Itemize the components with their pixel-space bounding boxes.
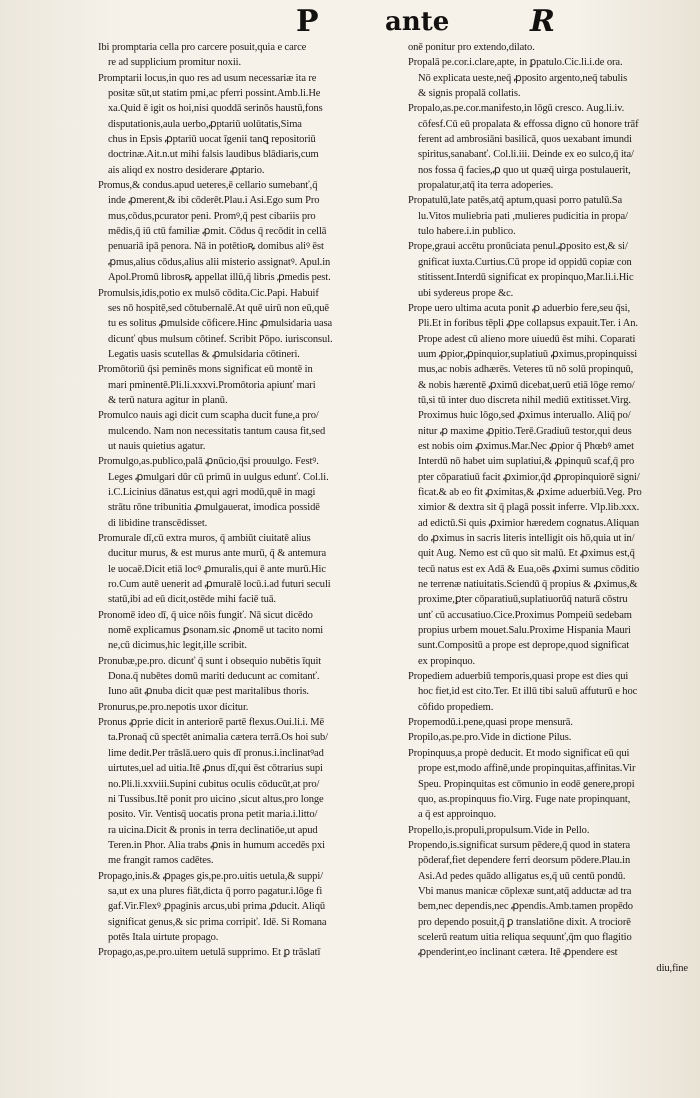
text-line: ais aliqd ex nostro desiderare ꝓptario. (108, 164, 265, 176)
text-line: prope est,modo affinē,unde propinquitas,affinitas.Vir (418, 763, 636, 775)
text-line: Leges ꝓmulgari dūr cū primū in uulgus edunť. Col.li. (108, 471, 329, 483)
text-line: onē ponitur pro extendo,dilato. (408, 42, 535, 53)
text-line: ro.Cum autē uenerit ad ꝓmuralē locū.i.ad futuri seculi (108, 579, 331, 591)
text-line: nomē explicamus ꝑsonam.sic ꝓnomē ut tacito nomi (108, 625, 324, 637)
text-line: ubi sydereus prope &c. (418, 287, 514, 299)
text-line: Propemodū.i.pene,quasi prope mensurā. (408, 717, 573, 729)
text-line: mēdis,q̄ iū ctū familiæ ꝓmit. Cōdus q̄ recōdit in cellā (108, 226, 327, 238)
text-line: Propendo,is.significat sursum pēdere,q̄ quod in statera (408, 839, 631, 851)
text-line: gnificat iuxta.Curtius.Cū prope id oppidū copiæ con (418, 256, 632, 268)
text-line: diu,fine (656, 962, 688, 974)
text-line: unť cū accusatiuo.Cice.Proximus Pompeiū sedebam (418, 609, 632, 621)
text-line: Promulgo,as.publico,palā ꝓnūcio,q̄si prouulgo. Festꝰ. (98, 456, 319, 468)
text-line: stitissent.Interdū significat ex propinquo,Mar.li.i.Hic (418, 272, 634, 284)
text-line: Teren.in Phor. Alia trabs ꝓnis in humum accedēs pxi (108, 839, 325, 851)
text-line: ducitur murus, & est murus ante murū, q̄ & antemura (108, 548, 327, 560)
text-line: est nobis oim ꝓximus.Mar.Nec ꝓpior q̄ Phœbꝰ amet (418, 440, 634, 452)
text-line: uirtutes,uel ad uitia.Itē ꝓnus dī,qui ēst cōtrarius supi (108, 763, 323, 775)
text-line: propalatur,atq̄ ita terra adoperies. (418, 180, 554, 192)
text-line: sa,ut ex una plures fiāt,dicta q̄ porro pagatur.i.lōge fi (108, 885, 323, 897)
text-line: ni Tussibus.Itē ponit pro uicino ,sicut altus,pro longe (108, 793, 324, 805)
text-line: lime dedit.Per trāslā.uero quis dī pronus.i.inclinatꝰad (108, 747, 324, 759)
text-line: ꝓmus,alius cōdus,alius alii misterio assignatꝰ. Apul.in (108, 256, 331, 268)
text-line: & nobis hærentē ꝓximū dicebat,uerū etiā lōge remo/ (418, 379, 635, 391)
text-line: chus in Epsis ꝓptariū uocat īgenii tanꝗ repositoriū (108, 134, 316, 146)
text-line: doctrinæ.Ait.n.ut mihi falsis laudibus blādiaris,cum (108, 149, 319, 161)
text-line: sunt.Compositū a prope est deprope,quod significat (418, 640, 630, 652)
text-line: & signis propalā collatis. (418, 88, 521, 100)
text-line: Iuno aūt ꝓnuba dicit quæ pest maritalibus thoris. (108, 686, 309, 698)
text-line: Promurale dī,cū extra muros, q̄ ambiūt ciuitatē alius (98, 533, 311, 544)
text-line: quit Aug. Nemo est cū quo sit malū. Et ꝓximus est,q̄ (418, 548, 635, 560)
text-line: ses nō hospitē,sed cōtubernalē.At quē uirū non eū,quē (108, 302, 329, 314)
text-line: Propalo,as.pe.cor.manifesto,in lōgū cresco. Aug.li.iv. (408, 103, 625, 115)
text-line: propius urbem mouet.Salu.Proxime Hispania Mauri (418, 625, 631, 637)
text-line: Propediem aduerbiū temporis,quasi prope est dies qui (408, 671, 629, 683)
text-line: gaf.Vir.Flexꝰ ꝓpaginis arcus,ubi prima ꝓducit. Aliqū (108, 901, 326, 913)
text-line: tecū natus est ex Adā & Eua,oēs ꝓximi sumus cōditio (418, 563, 640, 575)
text-line: lu.Vitos muliebria pati ,mulieres pudicitia in propa/ (418, 210, 628, 222)
text-line: di libidine transcēdisset. (108, 517, 208, 529)
text-line: quo, as.propinquus fio.Virg. Fuge nate propinquant, (418, 793, 631, 805)
text-line: Nō explicata ueste,neq̄ ꝓposito argento,neq̄ tabulis (418, 72, 628, 84)
text-line: Asi.Ad pedes quādo alligatus es,q̄ uū centū pondū. (418, 870, 626, 882)
text-line: strātu rōne tribunitia ꝓmulgauerat, imodica possidē (108, 502, 320, 514)
text-line: Propatulū,late patēs,atq̄ aptum,quasi porro patulū.Sa (408, 195, 623, 207)
text-line: Promulsis,idis,potio ex mulsō cōdita.Cic.Papi. Habuif (98, 287, 319, 299)
text-line: ne terrenæ natiuitatis.Sciendū q̄ propius & ꝓximus,& (418, 579, 638, 591)
text-line: Promōtoriū q̄si peminēs mons significat eū montē in (98, 364, 313, 376)
text-line: nitur ꝓ maxime ꝓpitio.Terē.Gradiuū testor,qui deus (418, 425, 632, 437)
text-line: Propago,inis.& ꝓpages gis,pe.pro.uitis uetula,& suppi/ (98, 870, 323, 882)
text-line: tu es solitus ꝓmulside cōficere.Hinc ꝓmulsidaria uasa (108, 318, 333, 330)
text-line: spiritus,sanabanť. Col.li.iii. Deinde ex eo sulco,q̄ ita/ (418, 149, 634, 161)
text-line: i.C.Licinius dānatus est,qui agri modū,quē in magi (108, 486, 316, 498)
text-line: ximior & dextra sit q̄ plagā possit inferre. Vlp.lib.xxx. (418, 502, 640, 514)
text-line: Promus,& condus.apud ueteres,ē cellario sumebanť,q̄ (98, 180, 318, 192)
text-line: Prope adest cū alieno more uiuedū ēst mihi. Coparati (418, 333, 636, 345)
text-line: dicunť qbus mulsum cōtinef. Scribit Pōpo. iurisconsul. (108, 333, 333, 345)
running-head-right: R (530, 4, 555, 39)
text-line: ex propinquo. (418, 655, 476, 667)
text-line: penuariā ipā penora. Nā in potētioꝶ domibus aliꝰ ēst (108, 241, 324, 253)
text-line: re ad supplicium promitur noxii. (108, 57, 241, 69)
text-line: Prope uero ultima acuta ponit ꝓ aduerbio fere,seu q̄si, (408, 302, 630, 314)
text-line: no.Pli.li.xxviii.Supini cubitus oculis cōducūt,at pro/ (108, 778, 320, 790)
running-head-left: P (296, 4, 319, 39)
text-line: pter cōparatiuū facit ꝓximior,q̄d ꝓpropinquiorē signi/ (418, 471, 640, 483)
text-line: Pronurus,pe.pro.nepotis uxor dicitur. (98, 701, 249, 713)
left-text-column (98, 40, 388, 961)
text-line: Interdū nō habet uim suplatiui,& ꝓpinquū scaf,q̄ pro (418, 456, 635, 468)
text-line: pōderaf,fiet dependere ferri deorsum pōdere.Plau.in (418, 855, 631, 867)
text-line: nos fossa q̄ facies,ꝓ quo ut quæq̄ uirga postulauerit, (418, 164, 631, 176)
text-line: me frangit ramos cadētes. (108, 855, 214, 867)
text-line: Pronomē ideo dī, q̄ uice nōis fungiť. Nā sicut dicēdo (98, 609, 313, 621)
text-line: Propilo,as.pe.pro.Vide in dictione Pilus. (408, 732, 572, 744)
text-line: tū,si tū inter duo discreta nihil mediū extitisset.Virg. (418, 394, 631, 406)
text-line: le uocaē.Dicit etiā locꝰ ꝓmuralis,qui ē ante murū.Hic (108, 563, 326, 575)
text-line: statū,ibi ad eū dicit,ostēde mihi faciē tuā. (108, 594, 276, 606)
text-line: & terū natura agitur in planū. (108, 394, 228, 406)
text-line: proxime,ꝑter cōparatiuū,suplatiuorūq̄ naturā cōstru (418, 594, 628, 606)
text-line: a q̄ est approinquo. (418, 809, 496, 821)
text-line: posito. Vir. Ventisq̄ uocatis prona petit maria.i.litto/ (108, 809, 318, 821)
text-line: Pli.Et in foribus tēpli ꝓpe collapsus expauit.Ter. i An. (418, 318, 638, 330)
text-line: Prope,graui accētu pronūciata penul.ꝓposito est,& si/ (408, 241, 628, 253)
text-line: mus,cōdus,pcurator peni. Promꝰ,q̄ pest cibariis pro (108, 210, 316, 222)
text-line: Pronus ꝓprie dicit in anteriorē partē flexus.Oui.li.i. Mē (98, 717, 325, 729)
text-line: Legatis uasis scutellas & ꝓmulsidaria cōtineri. (108, 348, 300, 360)
text-line: scelerū reatum uitia reliqua sequunť,q̄m quo flagitio (418, 931, 632, 943)
text-line: hoc fiet,id est cito.Ter. Et illū tibi saluū affuturū e hoc (418, 686, 638, 698)
text-line: Propello,is.propuli,propulsum.Vide in Pello. (408, 824, 590, 836)
text-line: mari pminentē.Pli.li.xxxvi.Promōtoria apiunť mari (108, 379, 316, 391)
text-line: Promulco nauis agi dicit cum scapha ducit fune,a pro/ (98, 410, 319, 422)
right-text-column (408, 40, 688, 976)
text-line: significat genus,& sic prima corripiť. Idē. Si Romana (108, 916, 327, 928)
text-line: mus,ac nobis adhærēs. Veteres tū nō solū propinquū, (418, 364, 634, 376)
text-line: ferent ad ambrosiāni basilicā, quos uexabant imundi (418, 134, 632, 146)
text-line: bem,nec dependis,nec ꝓpendis.Amb.tamen propēdo (418, 901, 633, 913)
text-line: pro dependo posuit,q̄ ꝑ translatiōne dixit. A trociorē (418, 916, 631, 928)
running-head-center: ante (385, 7, 450, 37)
text-line: Propinquus,a propè deducit. Et modo significat eū qui (408, 747, 630, 759)
text-line: inde ꝓmerent,& ibi cōderēt.Plau.i Asi.Ego sum Pro (108, 195, 320, 207)
text-line: ꝓpenderint,eo inclinant cætera. Itē ꝓpendere est (418, 947, 618, 959)
text-line: Speu. Propinquitas est cōmunio in eodē genere,propi (418, 778, 635, 790)
text-line: Promptarii locus,in quo res ad usum necessariæ ita re (98, 72, 317, 84)
text-line: Ibi promptaria cella pro carcere posuit,quia e carce (98, 42, 307, 53)
text-line: cōfido propediem. (418, 701, 494, 713)
text-line: mulcendo. Nam non necessitatis tantum causa fit,sed (108, 425, 326, 437)
text-line: ad edictū.Si quis ꝓximior hæredem cognatus.Aliquan (418, 517, 639, 529)
text-line: Propago,as,pe.pro.uitem uetulā supprimo. Et ꝑ trāslatī (98, 947, 321, 959)
text-line: potēs Itala uirtute propago. (108, 931, 219, 943)
text-line: Vbi manus manicæ cōplexæ sunt,atq̄ adductæ ad tra (418, 885, 632, 897)
text-line: do ꝓximus in sacris literis intelligit ois hō,quia ut in/ (418, 533, 635, 544)
text-line: Apol.Promū librosꝶ appellat illū,q̄ libris ꝓmedis pest. (108, 272, 331, 284)
text-line: ficat.& ab eo fit ꝓximitas,& ꝓxime aduerbiū.Veg. Pro (418, 486, 642, 498)
page-header (0, 4, 700, 40)
text-line: ne,cū dicimus,hic legit,ille scribit. (108, 640, 247, 652)
text-line: Propalā pe.cor.i.clare,apte, in ꝑpatulo.Cic.li.i.de ora. (408, 57, 623, 69)
text-line: positæ sūt,ut statim pmi,ac pferri possint.Amb.li.He (108, 88, 321, 100)
text-line: ta.Pronaq̄ cū spectēt animalia cætera terrā.Os hoi sub/ (108, 732, 328, 744)
text-line: uum ꝓpior,ꝓpinquior,suplatiuū ꝓximus,propinquissi (418, 348, 638, 360)
text-line: Pronubæ,pe.pro. dicunť q̄ sunt i obsequio nubētis īquit (98, 655, 322, 667)
text-line: disputationis,aula uerbo,ꝓptariū uolūtatis,Sima (108, 118, 302, 130)
text-line: ra uicina.Dicit & pronis in terra declinatiōe,ut apud (108, 824, 318, 836)
text-line: Dona.q̄ nubētes domū mariti deducunt ac comitanť. (108, 671, 320, 683)
text-line: tulo habere.i.in publico. (418, 226, 516, 238)
text-line: Proximus huic lōgo,sed ꝓximus interuallo. Aliq̄ po/ (418, 410, 631, 422)
text-line: cōfesf.Cū eū propalata & effossa digno cū honore trāf (418, 118, 639, 130)
text-line: ut nauis quietius agatur. (108, 440, 206, 452)
text-line: xa.Quid ē igit os hoi,nisi quoddā serinōs haustū,fons (108, 103, 323, 115)
